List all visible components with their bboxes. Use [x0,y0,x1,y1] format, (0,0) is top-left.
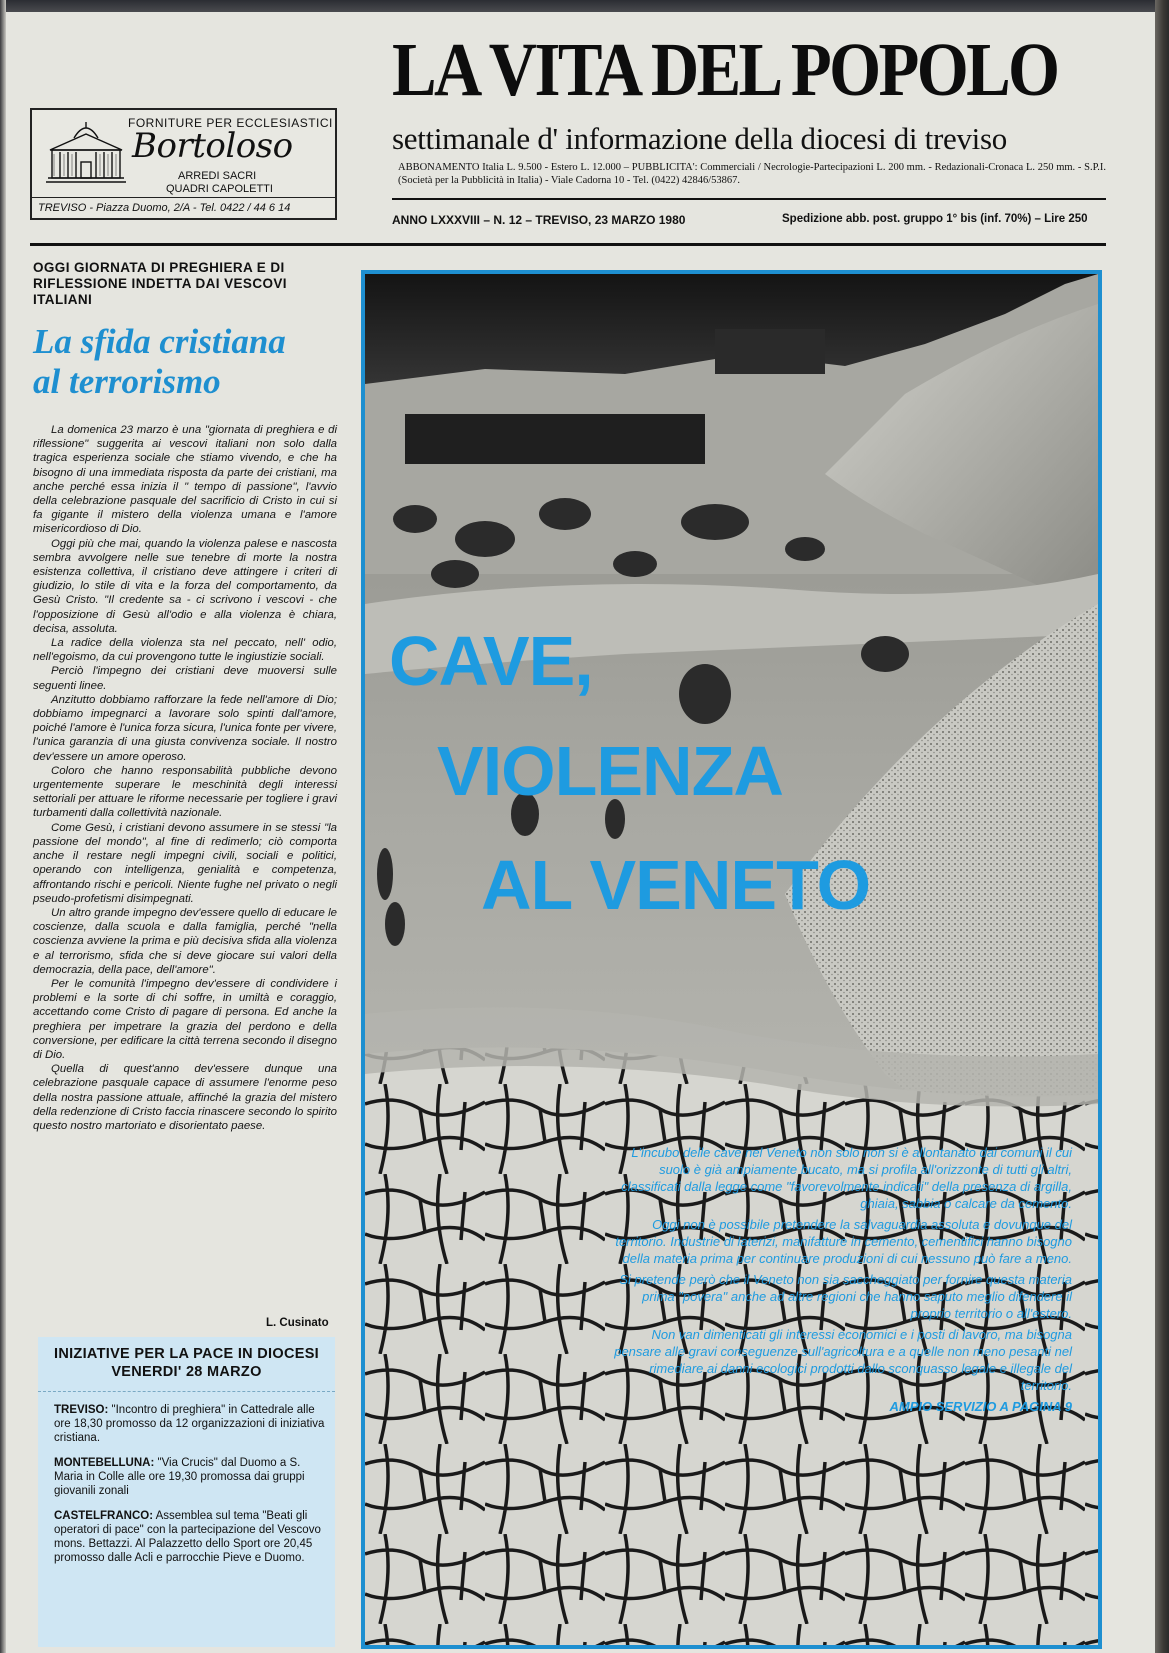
initiative-item-castelfranco [54,1509,328,1565]
initiative-item-treviso [54,1403,328,1445]
article-paragraph: Per le comunità l'impegno dev'essere di condividere i problemi e la sorte di chi soffre, in umiltà e coraggio, accettando come Cristo di pagare di persona. Ed anche la preghiera per impetrare la grazia del perdono e della conversione, per edificare la città terrena secondo il disegno di Dio. [33,977,337,1061]
feature-continuation: AMPIO SERVIZIO A PAGINA 9 [889,1399,1072,1414]
initiatives-title [38,1345,335,1381]
ad-supplier-line: FORNITURE PER ECCLESIASTICI [128,116,333,130]
bortoloso-advertisement [30,108,337,220]
article-paragraph: Oggi più che mai, quando la violenza palese e nascosta sembra avvolgere nelle sue tenebre di morte la nostra esistenza collettiva, il cristiano deve attingere i criteri di giudizio, lo stile di vita e la forza del comportamento, da Gesù Cristo. "Il credente sa - ci scrivono i vescovi - che l'opposizione di Gesù all'odio e alla violenza è chiara, decisa, assoluta. [33,537,337,635]
postal-line: Spedizione abb. post. gruppo 1° bis (inf. 70%) – Lire 250 [782,213,1088,225]
article-kicker: OGGI GIORNATA DI PREGHIERA E DI RIFLESSIONE INDETTA DAI VESCOVI ITALIANI [33,260,287,307]
article-paragraph: Perciò l'impegno dei cristiani deve muoversi sulle seguenti linee. [33,665,337,692]
article-body [33,423,337,1133]
caption-paragraph: Non van dimenticati gli interessi economici e i posti di lavoro, ma bisogna pensare alle gravi conseguenze sull'agricoltura e a quelle non meno pesanti nel rimediare ai danni ecologici prodotti dallo sconquasso legale e illegale del territorio. [614,1327,1072,1393]
feature-title-line-3: AL VENETO [481,846,871,924]
article-paragraph: La domenica 23 marzo è una "giornata di preghiera e di riflessione" suggerita ai vescovi italiani non solo dalla tragica esperienza sociale che stiamo vivendo, e che ha bisogno di una immediata risposta da parte dei cristiani, ma anche perché essa inizia il " tempo di passione", l'avvio della celebrazione pasquale del sacrificio di Cristo in cui si fa gigante il mistero della violenza umana e l'amore misericordioso di Dio. [33,424,337,536]
headline-line-1: La sfida cristiana [33,322,286,361]
quarry-photo-panel [361,270,1102,1649]
feature-title-line-1: CAVE, [389,622,593,700]
initiatives-divider [38,1391,335,1393]
church-illustration-icon [44,120,128,186]
feature-caption [602,1144,1072,1415]
initiative-place: TREVISO: [54,1404,109,1416]
initiative-text: "Incontro di preghiera" in Cattedrale alle ore 18,30 promosso da 12 organizzazioni di iniziativa cristiana. [54,1404,325,1444]
article-paragraph: Un altro grande impegno dev'essere quello di educare le coscienze, dalla scuola e dalla famiglia, perché "nella coscienza avviene la prima e più decisiva sfida alla violenza e al terrorismo, sfida che si deve giocare sui valori della democrazia, della pace, dell'amore". [33,906,337,976]
initiatives-title-line-2: VENERDI' 28 MARZO [111,1364,262,1380]
scan-top-edge [0,0,1169,12]
article-paragraph: Coloro che hanno responsabilità pubbliche devono urgentemente superare le meschinità degli interessi settoriali per attuare le riforme necessarie per togliere i gravi turbamenti dalla collettività nazionale. [33,764,337,820]
initiatives-title-line-1: INIZIATIVE PER LA PACE IN DIOCESI [53,1346,320,1362]
initiatives-box [38,1337,335,1647]
article-paragraph: Quella di quest'anno dev'essere dunque una celebrazione pasquale capace di assumere l'enorme peso della nostra passione attuale, affinché la grazia del mistero della redenzione di Cristo faccia rinascere secondo lo spirito questo nostro martoriato e disorientato paese. [33,1063,337,1132]
ad-line-quadri: QUADRI CAPOLETTI [166,183,273,195]
masthead-subtitle: settimanale d' informazione della diocesi di treviso [392,121,1007,156]
caption-paragraph: Si pretende però che il Veneto non sia saccheggiato per fornire questa materia prima "povera" anche ad altre regioni che hanno saputo meglio difendere il proprio territorio o all'estero. [619,1272,1072,1321]
caption-paragraph: Oggi non è possibile pretendere la salvaguardia assoluta e dovunque del territorio. Industrie di laterizi, manifatture in cemento, cementifici hanno bisogno della materia prima per continuare produzioni di cui nessuno può fare a meno. [615,1217,1072,1266]
article-paragraph: La radice della violenza sta nel peccato, nell' odio, nell'egoismo, da cui provengono tutte le ingiustizie sociali. [33,637,337,664]
masthead-title: LA VITA DEL POPOLO [392,28,1058,112]
masthead-subscription-info: ABBONAMENTO Italia L. 9.500 - Estero L. 12.000 – PUBBLICITA': Commerciali / Necrologie-Partecipazioni L. 200 mm. - Redazionali-Cronaca L. 250 mm. - S.P.I. (Società per la Pubblicità in Italia) - Viale Cadorna 10 - Tel. (0422) 42846/53867. [398,162,1106,186]
issue-rule [392,198,1106,200]
article-signature: L. Cusinato [266,1317,329,1329]
initiative-text: "Via Crucis" dal Duomo a S. Maria in Colle alle ore 19,30 promossa dai gruppi giovanili zonali [54,1457,305,1497]
issue-line: ANNO LXXXVIII – N. 12 – TREVISO, 23 MARZO 1980 [392,213,686,227]
initiative-text: Assemblea sul tema "Beati gli operatori di pace" con la partecipazione del Vescovo mons. Bettazzi. Al Palazzetto dello Sport ore 20,45 promosso dalle Acli e parrocchie Pieve e Duomo. [54,1510,321,1564]
ad-brand-name: Bortoloso [132,126,293,166]
ad-line-arredi: ARREDI SACRI [178,170,257,182]
caption-paragraph: L'incubo delle cave nel Veneto non solo non si è allontanato dai comuni il cui suolo è già ampiamente bucato, ma si profila all'orizzonte di tutti gli altri, classificati dalla legge come "favorevolmente indicati" della presenza di argilla, ghiaia, sabbia o calcare da cemento. [621,1145,1072,1211]
feature-title-line-2: VIOLENZA [437,732,783,810]
scan-left-edge [0,0,6,1653]
initiative-place: MONTEBELLUNA: [54,1457,155,1469]
ad-address: TREVISO - Piazza Duomo, 2/A - Tel. 0422 / 44 6 14 [32,197,335,218]
initiative-item-montebelluna [54,1456,328,1498]
article-paragraph: Anzitutto dobbiamo rafforzare la fede nell'amore di Dio; dobbiamo impegnarci a lavorare solo spinti dall'amore, poiché l'amore è l'unica forza sicura, l'unica fonte per vivere, l'unica garanzia di una giusta convivenza sociale. Il nostro dev'essere un amore operoso. [33,693,337,763]
headline-line-2: al terrorismo [33,362,221,401]
masthead-rule [30,243,1106,246]
article-headline [33,322,343,402]
binding-edge [1155,0,1169,1653]
initiative-place: CASTELFRANCO: [54,1510,154,1522]
article-paragraph: Come Gesù, i cristiani devono assumere in se stessi "la passione del mondo", al fine di redimerlo; ciò comporta anche il restare negli impegni civili, sociali e politici, operando con intelligenza, genialità e competenza, affrontando rischi e pericoli. Niente fughe nel privato o negli pseudo-profetismi disimpegnati. [33,821,337,905]
quarry-landscape-image [365,274,1098,1645]
